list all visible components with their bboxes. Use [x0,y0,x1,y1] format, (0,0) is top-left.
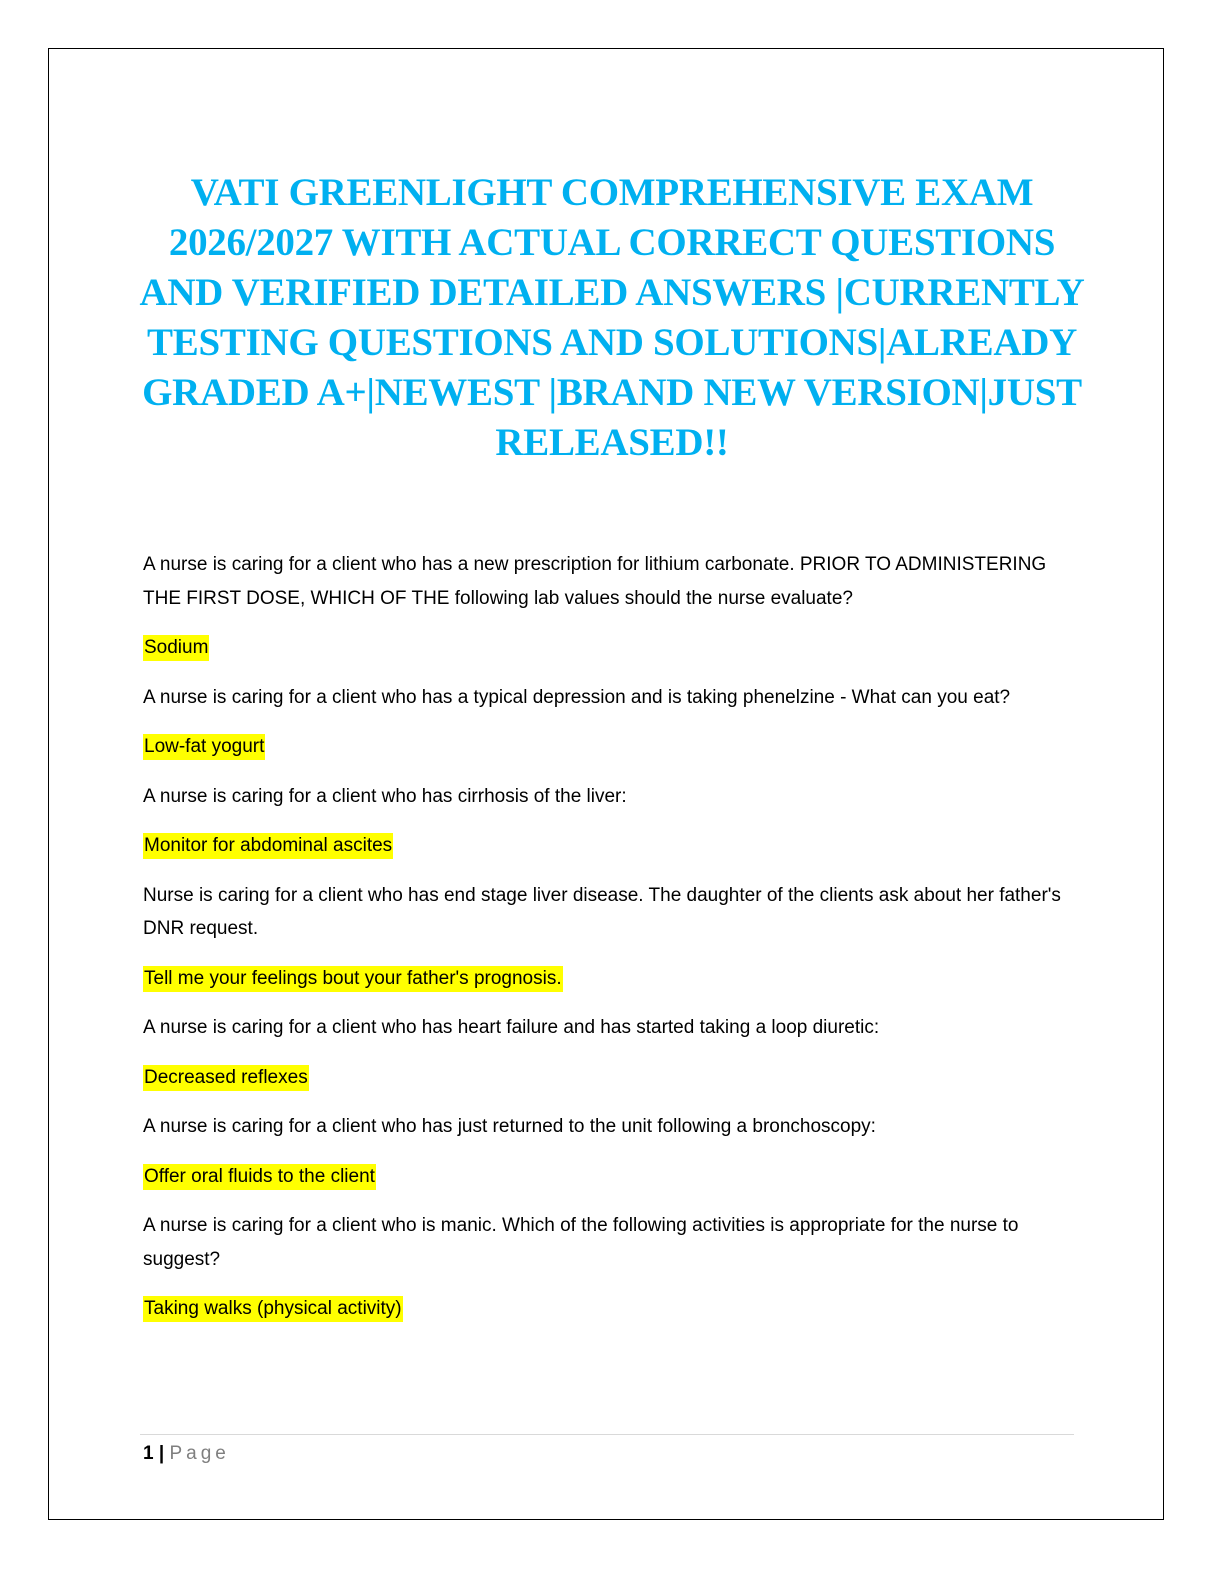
highlighted-answer: Low-fat yogurt [143,734,265,760]
highlighted-answer: Tell me your feelings bout your father's prognosis. [143,966,563,992]
highlighted-answer: Monitor for abdominal ascites [143,833,393,859]
question-text: A nurse is caring for a client who has just returned to the unit following a bronchoscopy: [143,1116,876,1137]
qa-item [143,1110,1083,1193]
answer-text [143,1160,1083,1194]
page-label: Page [169,1443,230,1464]
question-text: A nurse is caring for a client who has a new prescription for lithium carbonate. PRIOR TO ADMINISTERING THE FIRST DOSE, WHICH OF THE following lab values should the nurse evaluate? [143,554,1047,609]
qa-item [143,681,1083,764]
highlighted-answer: Decreased reflexes [143,1065,309,1091]
qa-item [143,780,1083,863]
question-text: Nurse is caring for a client who has end stage liver disease. The daughter of the clients ask about her father's DNR request. [143,884,1061,939]
qa-item [143,879,1083,996]
question-text: A nurse is caring for a client who has cirrhosis of the liver: [143,785,627,807]
highlighted-answer: Offer oral fluids to the client [143,1164,376,1190]
footer-divider [140,1434,1074,1435]
highlighted-answer: Sodium [143,635,209,661]
answer-text [143,1061,1083,1095]
question-text: A nurse is caring for a client who has heart failure and has started taking a loop diuretic: [143,1017,880,1038]
answer-text [143,730,1083,764]
document-body [143,548,1083,1342]
document-title: VATI GREENLIGHT COMPREHENSIVE EXAM 2026/2027 WITH ACTUAL CORRECT QUESTIONS AND VERIFIED DETAILED ANSWERS |CURRENTLY TESTING QUESTIONS AND SOLUTIONS|ALREADY GRADED A+|NEWEST |BRAND NEW VERSION|JUST RELEASED!! [139,171,1085,464]
answer-text [143,1292,1083,1326]
answer-text [143,829,1083,863]
question-text: A nurse is caring for a client who is manic. Which of the following activities is appropriate for the nurse to suggest? [143,1215,1019,1270]
highlighted-answer: Taking walks (physical activity) [143,1296,403,1322]
footer-separator: | [158,1443,165,1464]
qa-item [143,548,1083,665]
page-footer [143,1441,230,1467]
page-number: 1 [143,1443,154,1464]
answer-text [143,631,1083,665]
qa-item [143,1011,1083,1094]
qa-item [143,1209,1083,1326]
question-text: A nurse is caring for a client who has a typical depression and is taking phenelzine - What can you eat? [143,686,1011,708]
answer-text [143,962,1083,996]
